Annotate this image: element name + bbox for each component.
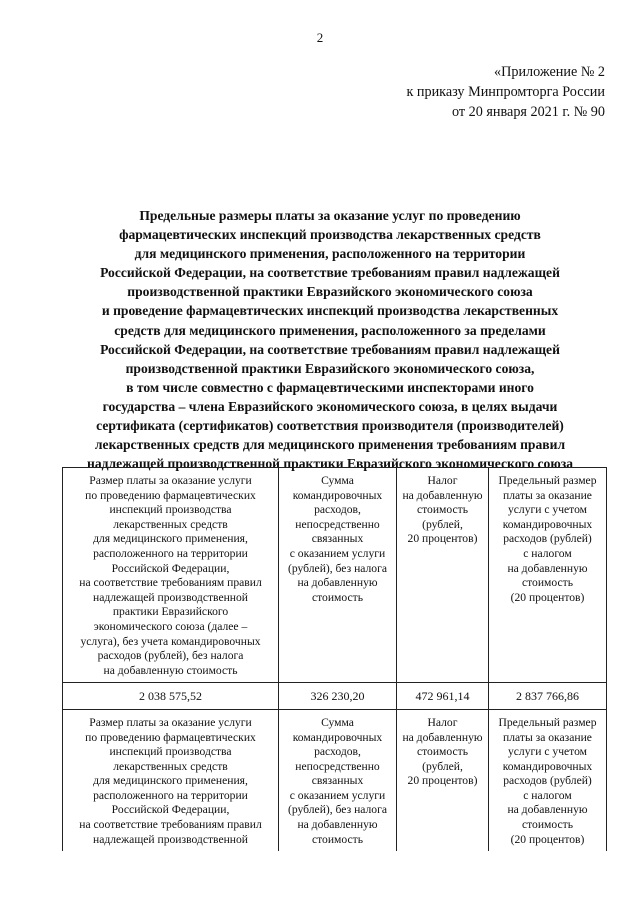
- cell-text-line: стоимость: [522, 818, 573, 832]
- cell-text-line: Сумма: [321, 715, 354, 729]
- table-header-row: [63, 468, 607, 683]
- table-header-row-2: [63, 709, 607, 851]
- cell-text-line: Налог: [427, 715, 458, 729]
- cell-text-line: лекарственных средств: [113, 759, 228, 773]
- cell-text-line: с оказанием услуги: [289, 788, 386, 802]
- cell-text-line: по проведению фармацевтических: [85, 488, 256, 502]
- cell-text-line: (20 процентов): [510, 590, 585, 604]
- cell-text-line: стоимость: [417, 503, 468, 517]
- fees-table: [62, 467, 607, 851]
- cell-text-line: (рублей,: [422, 759, 463, 773]
- cell-text-line: расположенного на территории: [93, 788, 248, 802]
- cell-text-line: экономического союза (далее –: [93, 619, 248, 633]
- cell-text-line: расходов (рублей), без налога: [97, 649, 244, 663]
- cell-text-line: надлежащей производственной: [92, 832, 249, 846]
- cell-text-line: (20 процентов): [510, 832, 585, 846]
- header2-cell-max-fee: [489, 709, 607, 851]
- cell-text-line: (рублей), без налога: [288, 561, 387, 575]
- cell-text-line: (рублей,: [422, 517, 463, 531]
- title-line: сертификата (сертификатов) соответствия производителя (производителей): [96, 418, 564, 434]
- cell-text-line: непосредственно: [295, 517, 380, 531]
- title-line: Российской Федерации, на соответствие требованиям правил надлежащей: [100, 341, 560, 357]
- cell-text-line: для медицинского применения,: [93, 532, 248, 546]
- header2-cell-vat: [397, 709, 489, 851]
- table-row: [63, 683, 607, 710]
- cell-text-line: инспекций производства: [109, 745, 232, 759]
- cell-text-line: инспекций производства: [109, 503, 232, 517]
- title-line: средств для медицинского применения, расположенного за пределами: [114, 322, 546, 338]
- cell-text-line: лекарственных средств: [113, 517, 228, 531]
- title-line: для медицинского применения, расположенного на территории: [134, 246, 526, 262]
- title-line: производственной практики Евразийского экономического союза,: [125, 360, 535, 376]
- cell-text-line: командировочных: [292, 488, 383, 502]
- cell-text-line: на добавленную: [507, 803, 588, 817]
- cell-text-line: Российской Федерации,: [111, 561, 230, 575]
- cell-text-line: связанных: [311, 532, 364, 546]
- cell-text-line: Размер платы за оказание услуги: [89, 715, 252, 729]
- appendix-line-1: «Приложение № 2: [494, 64, 605, 80]
- title-line: в том числе совместно с фармацевтическими инспекторами иного: [126, 379, 534, 395]
- cell-text-line: на добавленную: [507, 561, 588, 575]
- cell-text-line: Налог: [427, 474, 458, 487]
- page-number: 2: [316, 30, 324, 45]
- cell-text-line: для медицинского применения,: [93, 774, 248, 788]
- cell-text-line: услуги с учетом: [507, 503, 588, 517]
- title-line: Предельные размеры платы за оказание услуг по проведению: [139, 208, 521, 223]
- cell-text-line: с налогом: [523, 788, 572, 802]
- cell-text-line: услуги с учетом: [507, 745, 588, 759]
- value-travel-expenses: 326 230,20: [279, 683, 397, 710]
- cell-text-line: платы за оказание: [503, 488, 592, 502]
- cell-text-line: надлежащей производственной: [92, 590, 249, 604]
- cell-text-line: (рублей), без налога: [288, 803, 387, 817]
- cell-text-line: услуга), без учета командировочных: [80, 634, 261, 648]
- cell-text-line: на добавленную: [402, 488, 483, 502]
- title-line: и проведение фармацевтических инспекций производства лекарственных: [101, 303, 559, 319]
- cell-text-line: по проведению фармацевтических: [85, 730, 256, 744]
- header-cell-vat: [397, 468, 489, 683]
- header-cell-base-fee: [63, 468, 279, 683]
- cell-text-line: на добавленную: [297, 818, 378, 832]
- header-cell-travel-expenses: [279, 468, 397, 683]
- header2-cell-travel-expenses: [279, 709, 397, 851]
- cell-text-line: командировочных: [502, 517, 593, 531]
- header2-cell-base-fee: [63, 709, 279, 851]
- cell-text-line: стоимость: [522, 576, 573, 590]
- cell-text-line: стоимость: [417, 745, 468, 759]
- cell-text-line: Российской Федерации,: [111, 803, 230, 817]
- cell-text-line: на добавленную стоимость: [103, 663, 238, 677]
- cell-text-line: расходов,: [314, 503, 361, 517]
- cell-text-line: 20 процентов): [407, 774, 478, 788]
- cell-text-line: на добавленную: [297, 576, 378, 590]
- cell-text-line: платы за оказание: [503, 730, 592, 744]
- cell-text-line: с оказанием услуги: [289, 546, 386, 560]
- cell-text-line: на соответствие требованиям правил: [79, 576, 262, 590]
- cell-text-line: практики Евразийского: [112, 605, 229, 619]
- cell-text-line: расходов,: [314, 745, 361, 759]
- title-line: фармацевтических инспекций производства лекарственных средств: [119, 227, 541, 243]
- title-line: надлежащей производственной практики Евразийского экономического союза: [87, 456, 573, 472]
- cell-text-line: на соответствие требованиям правил: [79, 818, 262, 832]
- cell-text-line: Предельный размер: [498, 474, 597, 487]
- value-vat: 472 961,14: [397, 683, 489, 710]
- cell-text-line: Сумма: [321, 474, 354, 487]
- cell-text-line: непосредственно: [295, 759, 380, 773]
- cell-text-line: Размер платы за оказание услуги: [89, 474, 252, 487]
- title-line: Российской Федерации, на соответствие требованиям правил надлежащей: [100, 265, 560, 281]
- cell-text-line: связанных: [311, 774, 364, 788]
- cell-text-line: расходов (рублей): [503, 774, 592, 788]
- cell-text-line: с налогом: [523, 546, 572, 560]
- cell-text-line: расходов (рублей): [503, 532, 592, 546]
- cell-text-line: на добавленную: [402, 730, 483, 744]
- appendix-reference: [406, 62, 605, 122]
- appendix-line-2: к приказу Минпромторга России: [406, 84, 605, 100]
- cell-text-line: стоимость: [312, 590, 363, 604]
- document-title: [50, 206, 610, 473]
- cell-text-line: Предельный размер: [498, 715, 597, 729]
- cell-text-line: расположенного на территории: [93, 546, 248, 560]
- cell-text-line: 20 процентов): [407, 532, 478, 546]
- header-cell-max-fee: [489, 468, 607, 683]
- value-base-fee: 2 038 575,52: [63, 683, 279, 710]
- title-line: государства – члена Евразийского экономического союза, в целях выдачи: [102, 398, 558, 414]
- appendix-line-3: от 20 января 2021 г. № 90: [452, 104, 605, 120]
- cell-text-line: командировочных: [292, 730, 383, 744]
- value-max-fee: 2 837 766,86: [489, 683, 607, 710]
- title-line: производственной практики Евразийского экономического союза: [127, 284, 533, 300]
- title-line: лекарственных средств для медицинского применения требованиям правил: [94, 437, 566, 453]
- cell-text-line: стоимость: [312, 832, 363, 846]
- cell-text-line: командировочных: [502, 759, 593, 773]
